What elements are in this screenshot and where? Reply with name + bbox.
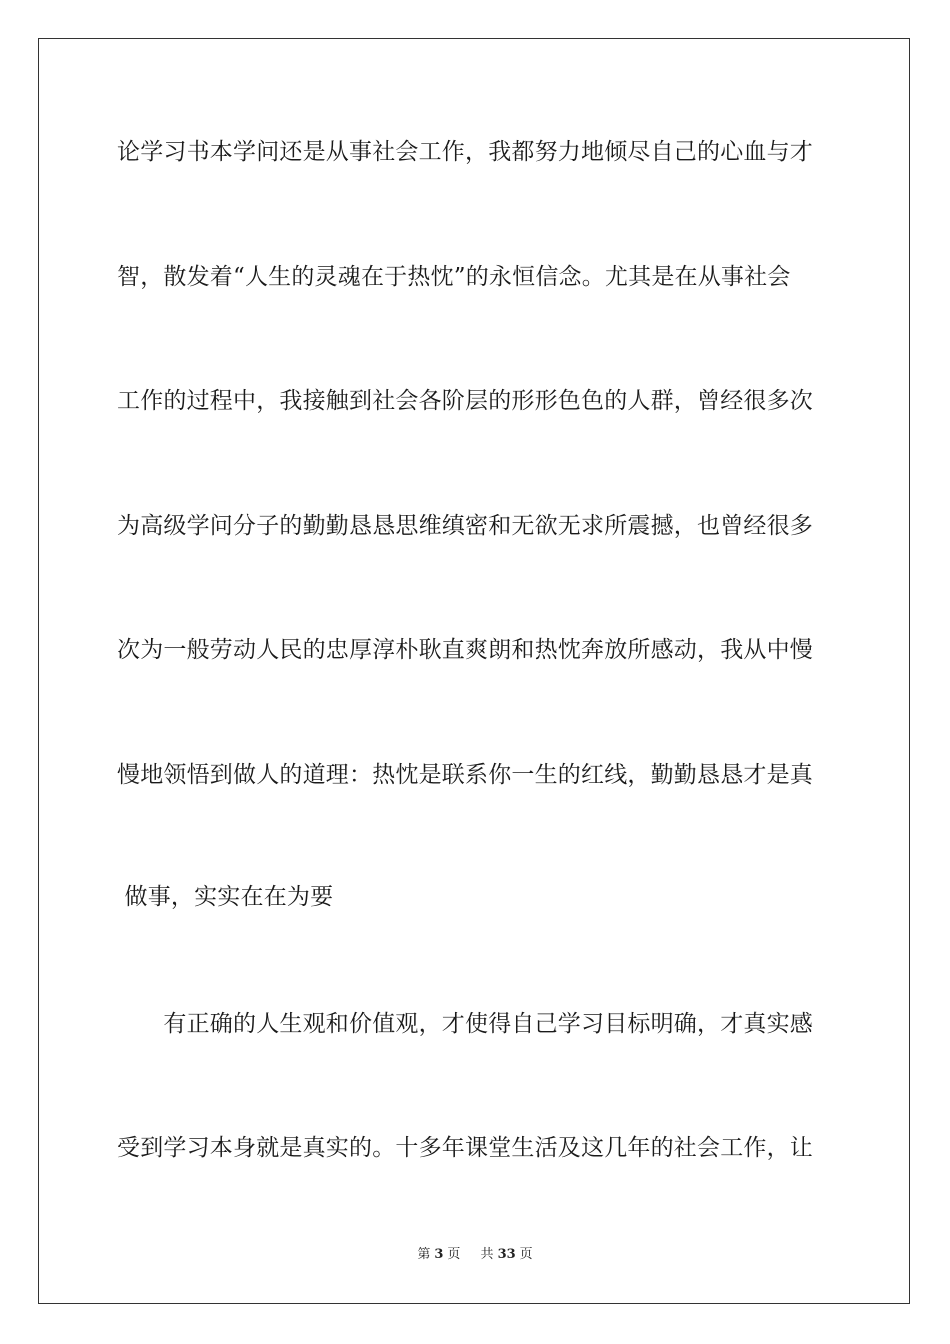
text-line-8: 有正确的人生观和价值观，才使得自己学习目标明确，才真实感 (117, 1011, 813, 1037)
text-line-2: 智，散发着“人生的灵魂在于热忱”的永恒信念。尤其是在从事社会 (117, 264, 791, 290)
text-line-5: 次为一般劳动人民的忠厚淳朴耿直爽朗和热忱奔放所感动，我从中慢 (117, 637, 813, 663)
text-line-3: 工作的过程中，我接触到社会各阶层的形形色色的人群，曾经很多次 (117, 388, 813, 414)
text-line-9: 受到学习本身就是真实的。十多年课堂生活及这几年的社会工作，让 (117, 1135, 813, 1161)
text-line-6: 慢地领悟到做人的道理：热忱是联系你一生的红线，勤勤恳恳才是真 (117, 762, 813, 788)
total-prefix: 共 (480, 1247, 494, 1262)
page-prefix: 第 (417, 1247, 431, 1262)
page-indicator (413, 1247, 464, 1262)
page-suffix: 页 (447, 1247, 461, 1262)
text-line-7: 做事，实实在在为要 (117, 884, 334, 910)
text-line-1: 论学习书本学问还是从事社会工作，我都努力地倾尽自己的心血与才 (117, 139, 813, 165)
page-border (38, 38, 910, 1304)
total-pages: 33 (497, 1247, 516, 1262)
page-number: 3 (434, 1247, 444, 1262)
page-footer (0, 1246, 950, 1264)
text-line-4: 为高级学问分子的勤勤恳恳思维缜密和无欲无求所震撼，也曾经很多 (117, 513, 813, 539)
total-indicator (477, 1247, 537, 1262)
total-suffix: 页 (519, 1247, 533, 1262)
